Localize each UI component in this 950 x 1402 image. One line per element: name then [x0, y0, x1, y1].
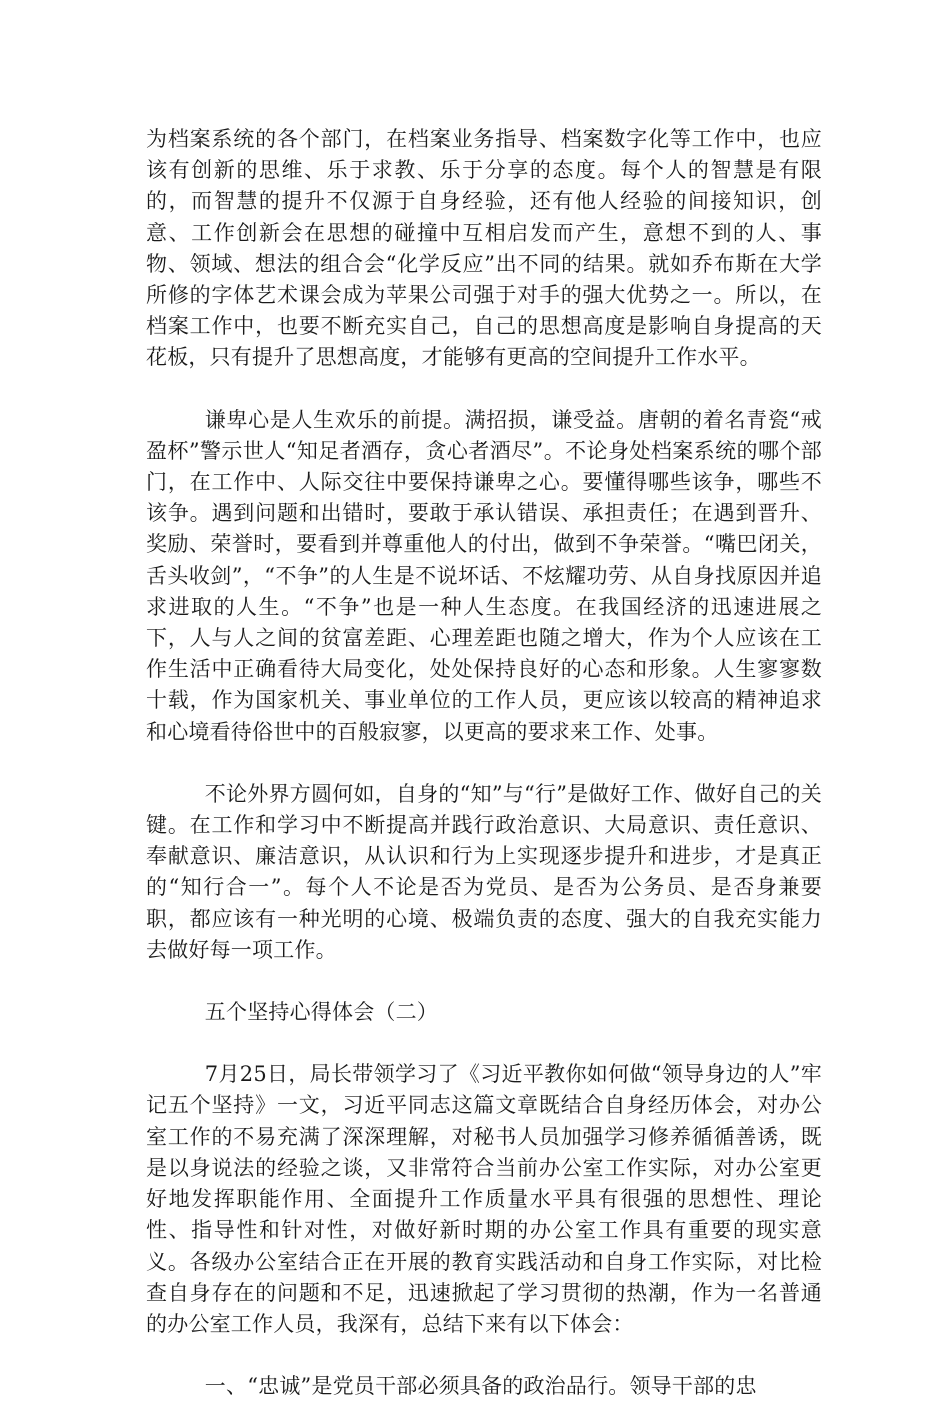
document-page	[146, 124, 822, 1402]
paragraph-archive-innovation: 为档案系统的各个部门，在档案业务指导、档案数字化等工作中，也应该有创新的思维、乐于求教、乐于分享的态度。每个人的智慧是有限的，而智慧的提升不仅源于自身经验，还有他人经验的间接知识，创意、工作创新会在思想的碰撞中互相启发而产生，意想不到的人、事物、领域、想法的组合会“化学反应”出不同的结果。就如乔布斯在大学所修的字体艺术课会成为苹果公司强于对手的强大优势之一。所以，在档案工作中，也要不断充实自己，自己的思想高度是影响自身提高的天花板，只有提升了思想高度，才能够有更高的空间提升工作水平。	[146, 127, 822, 370]
paragraph-july-study: 7月25日，局长带领学习了《习近平教你如何做“领导身边的人”牢记五个坚持》一文，习近平同志这篇文章既结合自身经历体会，对办公室工作的不易充满了深深理解，对秘书人员加强学习修养循循善诱，既是以身说法的经验之谈，又非常符合当前办公室工作实际，对办公室更好地发挥职能作用、全面提升工作质量水平具有很强的思想性、理论性、指导性和针对性，对做好新时期的办公室工作具有重要的现实意义。各级办公室结合正在开展的教育实践活动和自身工作实际，对比检查自身存在的问题和不足，迅速掀起了学习贯彻的热潮，作为一名普通的办公室工作人员，我深有，总结下来有以下体会：	[146, 1062, 822, 1336]
paragraph-humility: 谦卑心是人生欢乐的前提。满招损，谦受益。唐朝的着名青瓷“戒盈杯”警示世人“知足者酒存，贪心者酒尽”。不论身处档案系统的哪个部门，在工作中、人际交往中要保持谦卑之心。要懂得哪些该争，哪些不该争。遇到问题和出错时，要敢于承认错误、承担责任；在遇到晋升、奖励、荣誉时，要看到并尊重他人的付出，做到不争荣誉。“嘴巴闭关，舌头收剑”，“不争”的人生是不说坏话、不炫耀功劳、从自身找原因并追求进取的人生。“不争”也是一种人生态度。在我国经济的迅速进展之下，人与人之间的贫富差距、心理差距也随之增大，作为个人应该在工作生活中正确看待大局变化，处处保持良好的心态和形象。人生寥寥数十载，作为国家机关、事业单位的工作人员，更应该以较高的精神追求和心境看待俗世中的百般寂寥，以更高的要求来工作、处事。	[146, 407, 822, 744]
section-heading: 五个坚持心得体会（二）	[204, 1000, 438, 1025]
paragraph-knowledge-action: 不论外界方圆何如，自身的“知”与“行”是做好工作、做好自己的关键。在工作和学习中不断提高并践行政治意识、大局意识、责任意识、奉献意识、廉洁意识，从认识和行为上实现逐步提升和进步，才是真正的“知行合一”。每个人不论是否为党员、是否为公务员、是否身兼要职，都应该有一种光明的心境、极端负责的态度、强大的自我充实能力去做好每一项工作。	[146, 781, 822, 962]
paragraph-loyalty: 一、“忠诚”是党员干部必须具备的政治品行。领导干部的忠	[204, 1374, 757, 1399]
